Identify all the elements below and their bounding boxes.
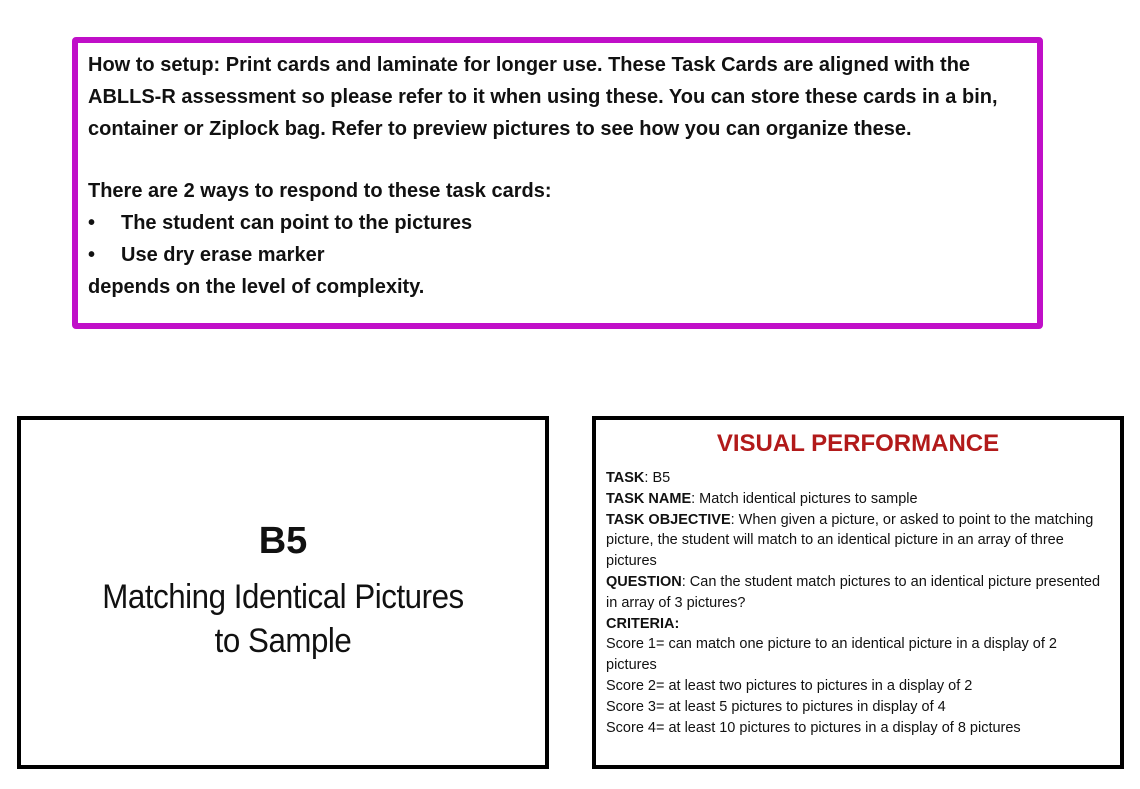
task-title <box>42 575 524 663</box>
bullet-item <box>88 239 1025 271</box>
bullet-text: Use dry erase marker <box>121 244 325 266</box>
question-value: : Can the student match pictures to an identical picture presented in array of 3 pictures? <box>606 573 1101 611</box>
criteria-colon: : <box>674 615 680 632</box>
task-details <box>606 468 1110 738</box>
task-name-value: : Match identical pictures to sample <box>691 490 918 507</box>
task-label: TASK <box>606 470 645 486</box>
question-label: QUESTION <box>606 573 682 590</box>
bullet-text: The student can point to the pictures <box>121 212 473 234</box>
objective-row <box>606 510 1110 572</box>
task-code: B5 <box>258 520 308 562</box>
score-item: Score 4= at least 10 pictures to pictures in a display of 8 pictures <box>606 719 1021 736</box>
setup-instructions-box <box>72 37 1043 329</box>
task-name-row <box>606 489 1110 510</box>
task-card-back <box>592 416 1124 769</box>
criteria-row <box>606 614 1110 635</box>
closing-line: depends on the level of complexity. <box>88 276 425 298</box>
setup-paragraph: How to setup: Print cards and laminate for longer use. These Task Cards are aligned with the ABLLS-R assessment so please refer to it when using these. You can store these cards in a bin, container or Ziplock bag. Refer to preview pictures to see how you can organize these. <box>88 54 998 140</box>
task-title-line-1: Matching Identical Pictures <box>102 578 464 616</box>
score-item: Score 2= at least two pictures to pictures in a display of 2 <box>606 677 973 694</box>
question-row <box>606 572 1110 614</box>
criteria-label: CRITERIA <box>606 615 675 632</box>
card-heading: VISUAL PERFORMANCE <box>716 430 1000 457</box>
task-value: : B5 <box>644 470 671 486</box>
bullet-item <box>88 207 1025 239</box>
bullet-symbol: • <box>88 244 96 266</box>
task-card-front <box>17 416 549 769</box>
task-title-line-2: to Sample <box>214 622 352 660</box>
score-item: Score 1= can match one picture to an identical picture in a display of 2 pictures <box>606 636 1057 674</box>
score-item: Score 3= at least 5 pictures to pictures in display of 4 <box>606 698 946 715</box>
bullet-symbol: • <box>88 212 96 234</box>
task-row <box>606 468 1110 489</box>
paragraph-gap <box>88 145 1025 175</box>
ways-intro: There are 2 ways to respond to these task cards: <box>88 180 552 202</box>
objective-label: TASK OBJECTIVE <box>606 511 731 528</box>
objective-value: : When given a picture, or asked to point to the matching picture, the student will match to an identical picture in an array of three pictures <box>606 511 1094 570</box>
task-name-label: TASK NAME <box>606 490 692 507</box>
